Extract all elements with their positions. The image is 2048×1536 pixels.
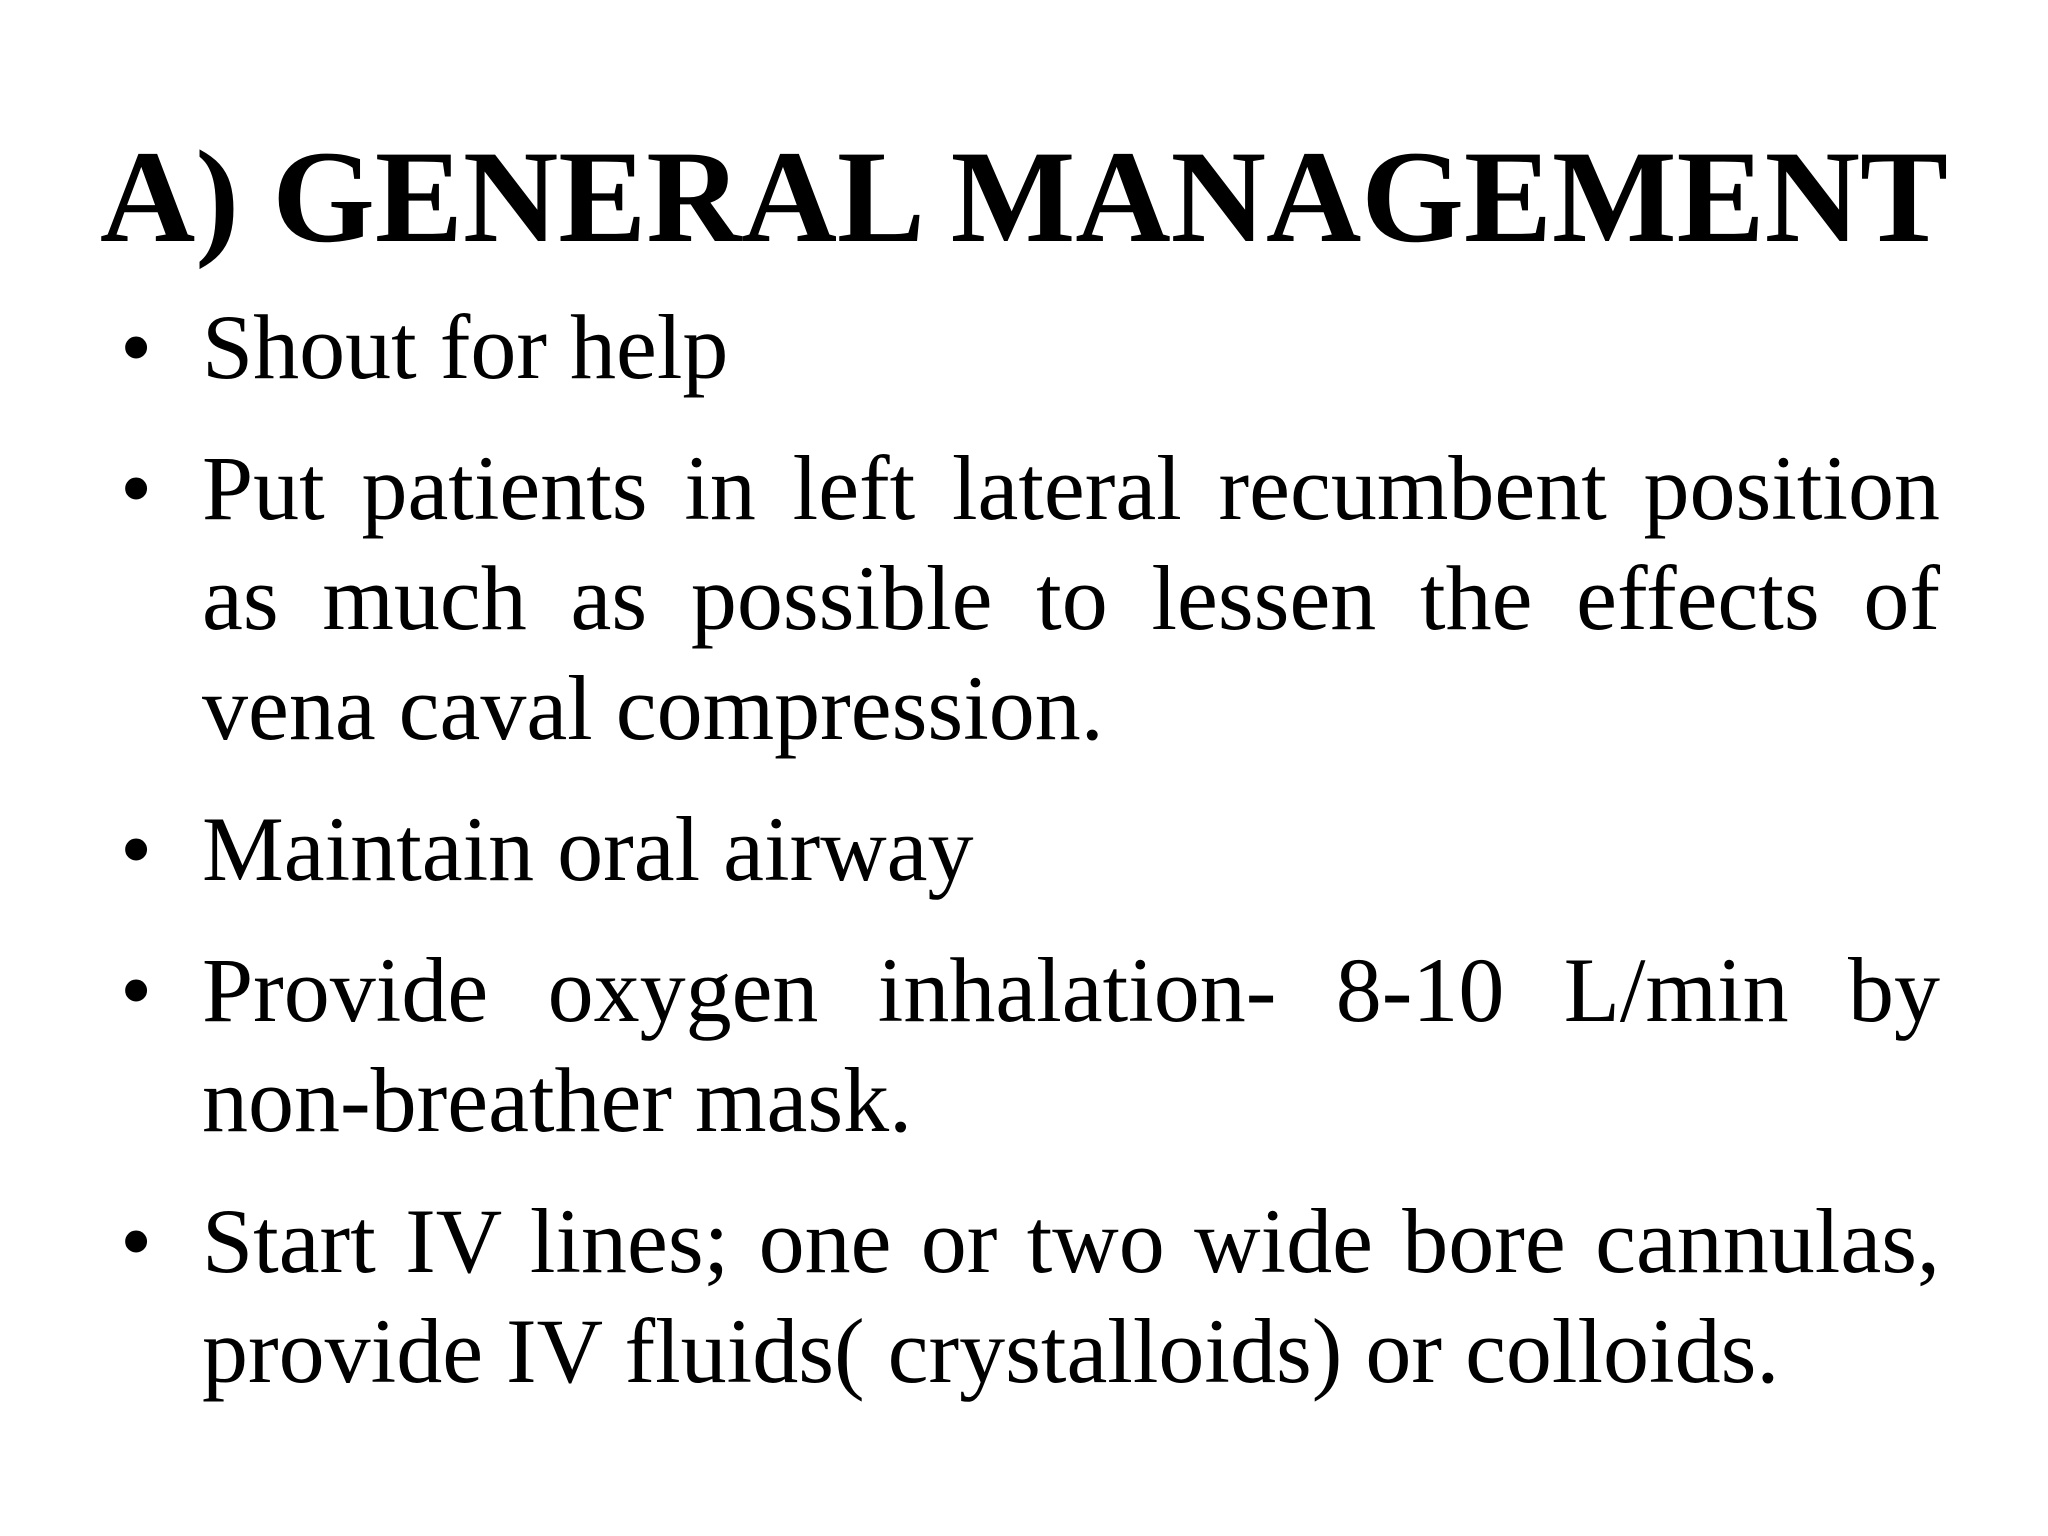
- list-item: [120, 794, 1940, 904]
- bullet-icon: •: [120, 798, 153, 900]
- bullet-text: Provide oxygen inhalation- 8-10 L/min by non-breather mask.: [202, 939, 1940, 1151]
- bullet-text: Put patients in left lateral recumbent position as much as possible to lessen the effects of vena caval compression.: [202, 437, 1940, 759]
- bullet-icon: •: [120, 939, 153, 1041]
- bullet-text: Start IV lines; one or two wide bore cannulas, provide IV fluids( crystalloids) or colloids.: [202, 1190, 1940, 1402]
- bullet-icon: •: [120, 437, 153, 539]
- slide-title: A) GENERAL MANAGEMENT: [99, 123, 1949, 270]
- list-item: [120, 1186, 1940, 1406]
- list-item: [120, 935, 1940, 1155]
- bullet-icon: •: [120, 1190, 153, 1292]
- bullet-list: [120, 292, 1940, 1406]
- bullet-text: Maintain oral airway: [202, 798, 974, 900]
- bullet-text: Shout for help: [202, 296, 729, 398]
- list-item: [120, 433, 1940, 763]
- bullet-icon: •: [120, 296, 153, 398]
- list-item: [120, 292, 1940, 402]
